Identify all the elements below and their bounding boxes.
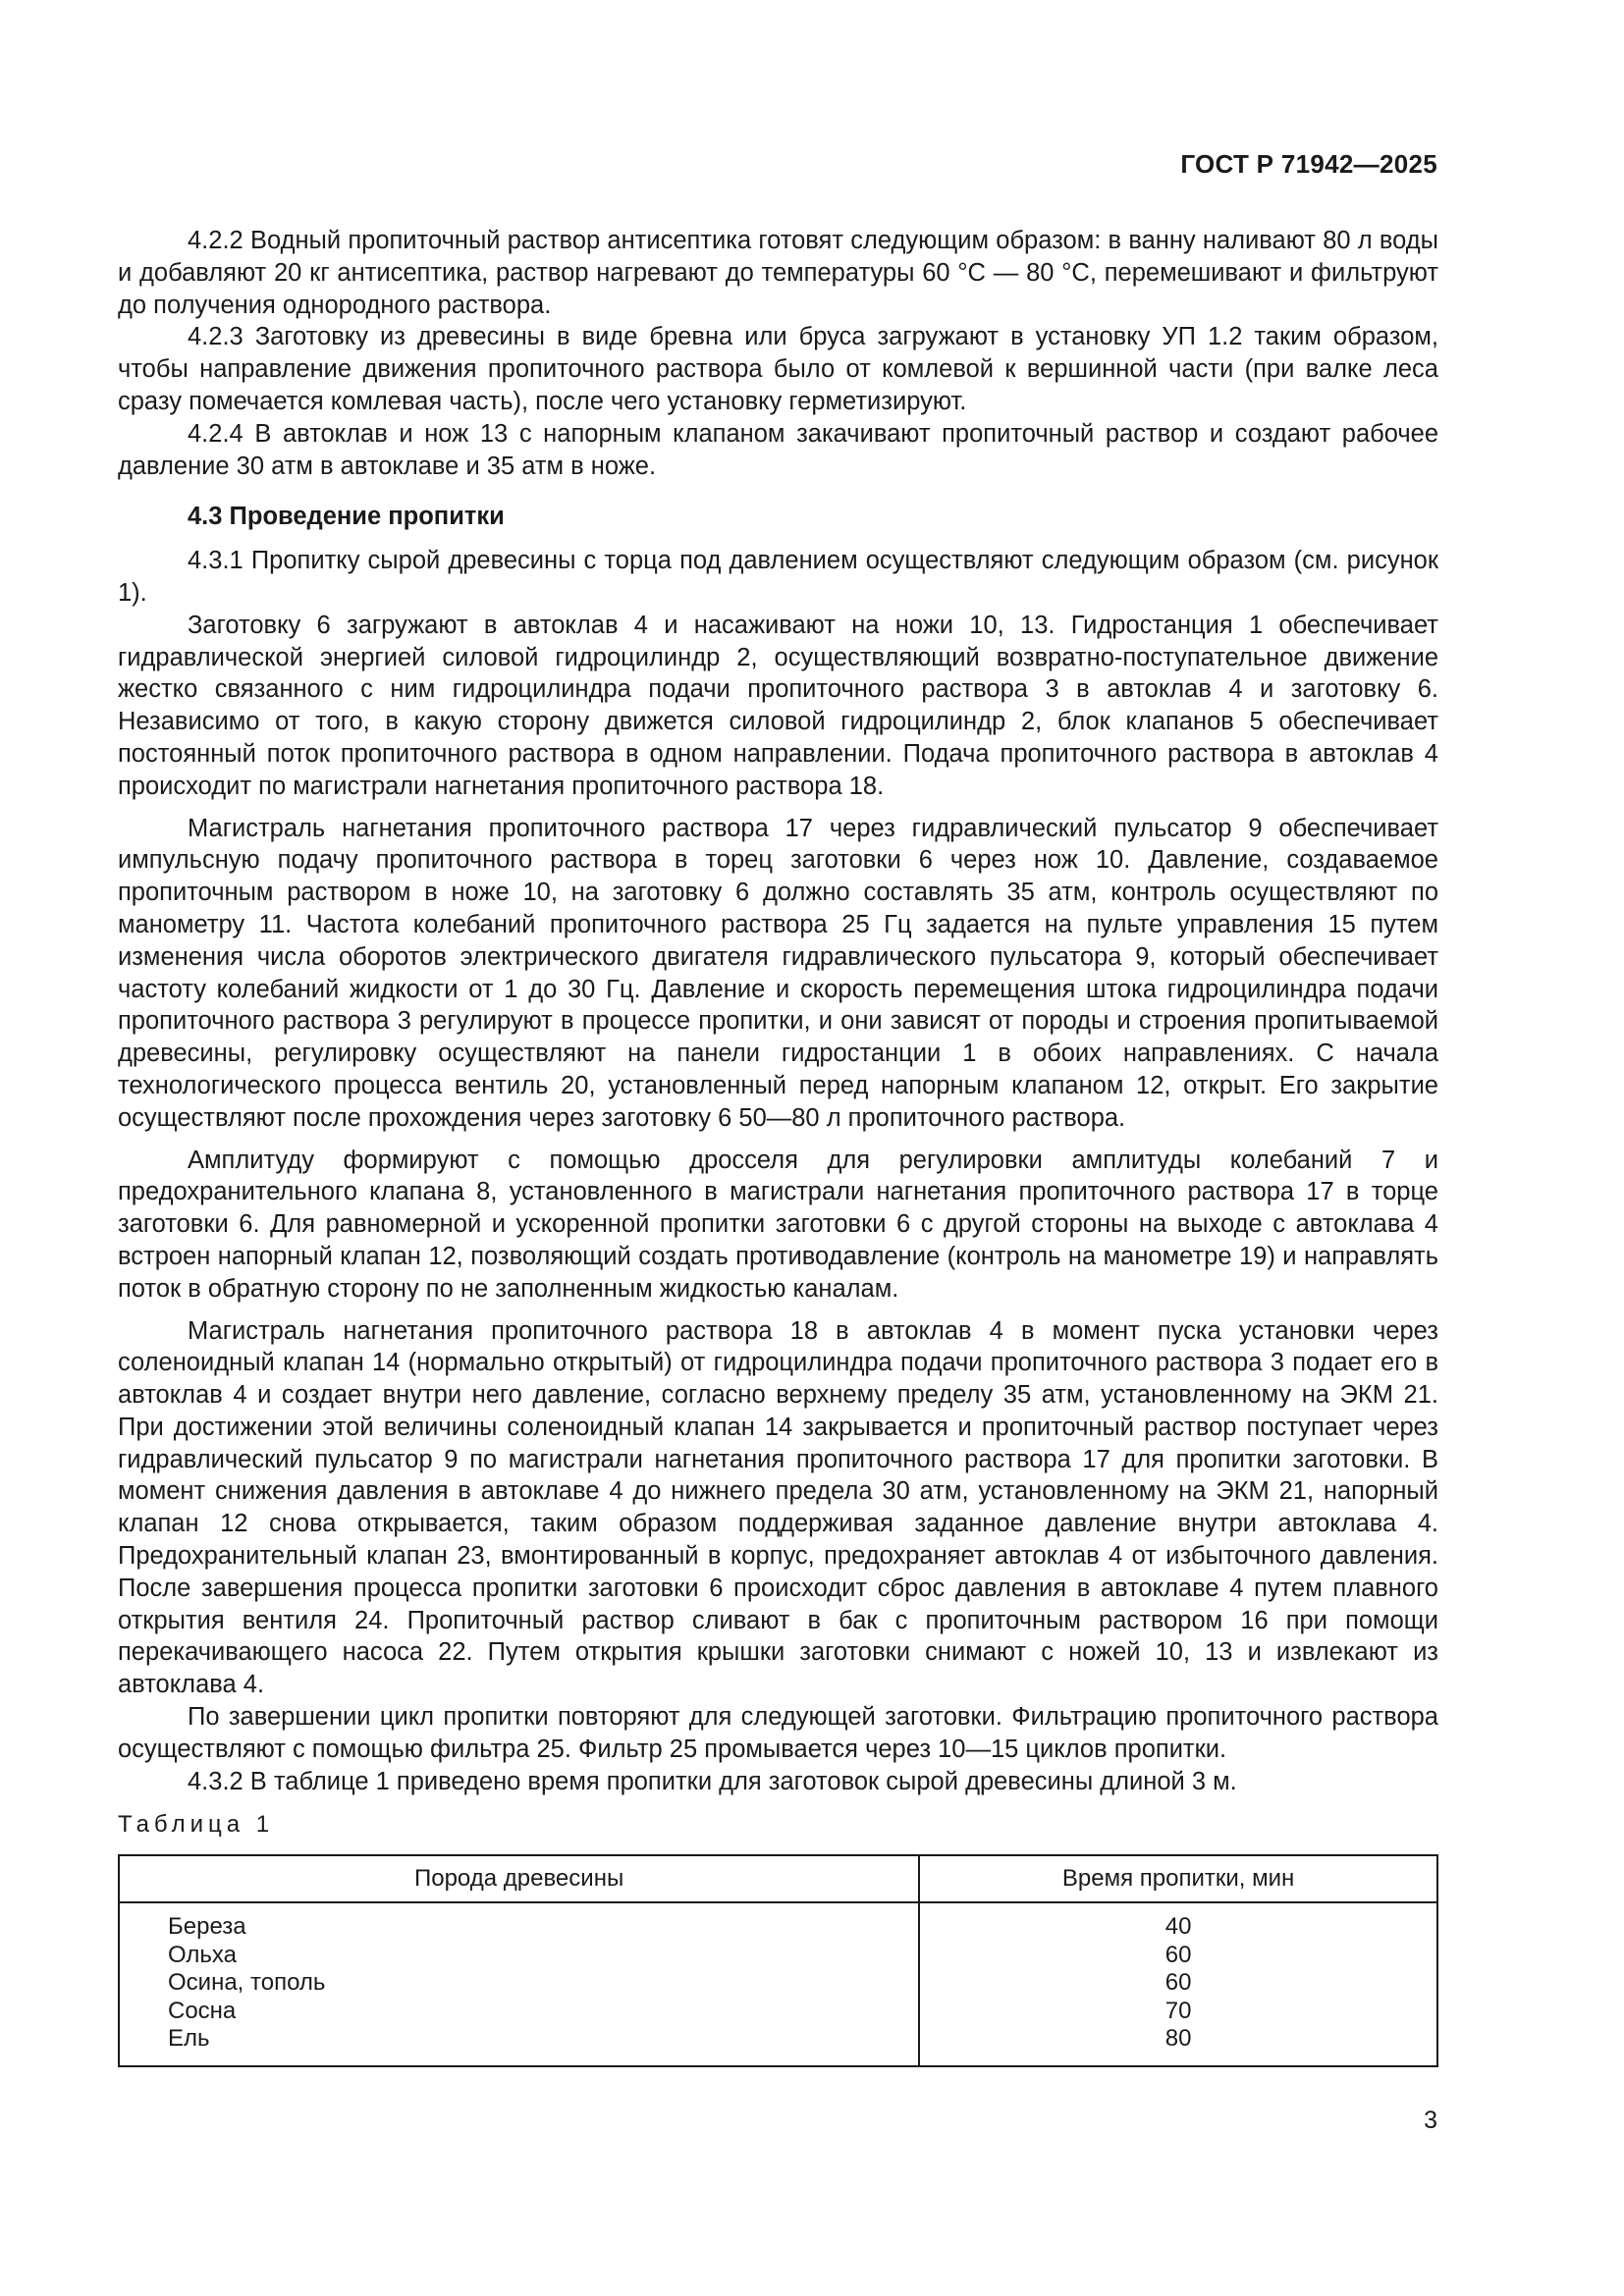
section-heading: 4.3 Проведение пропитки	[188, 503, 505, 531]
time-alder: 60	[1164, 1941, 1192, 1968]
species-spruce: Ель	[168, 2025, 210, 2053]
document-header: ГОСТ Р 71942—2025	[1180, 149, 1437, 179]
table-row	[119, 1902, 1437, 2066]
time-birch: 40	[1164, 1913, 1192, 1941]
paragraph-4-2-2: 4.2.2 Водный пропиточный раствор антисептика готовят следующим образом: в ванну наливают 80 л воды и добавляют 20 кг антисептика, раствор нагревают до температуры 60 °С — 80 °С, перемешивают и фильтруют до получения однородного раствора.	[118, 227, 1438, 319]
table-header-row	[119, 1855, 1437, 1902]
paragraph-4-2-4: 4.2.4 В автоклав и нож 13 с напорным клапаном закачивают пропиточный раствор и создают рабочее давление 30 атм в автоклаве и 35 атм в ноже.	[118, 419, 1438, 480]
species-birch: Береза	[168, 1913, 246, 1941]
time-pine: 70	[1164, 1997, 1192, 2024]
table-header-species: Порода древесины	[119, 1855, 919, 1902]
table-caption: Таблица 1	[118, 1811, 275, 1839]
impregnation-time-table	[118, 1854, 1438, 2067]
paragraph-4-3-1: 4.3.1 Пропитку сырой древесины с торца под давлением осуществляют следующим образом (см. рисунок 1).	[118, 547, 1438, 607]
time-spruce: 80	[1164, 2025, 1192, 2053]
species-aspen-poplar: Осина, тополь	[168, 1969, 326, 1997]
species-pine: Сосна	[168, 1997, 237, 2024]
paragraph-cycle: По завершении цикл пропитки повторяют для следующей заготовки. Фильтрацию пропиточного раствора осуществляют с помощью фильтра 25. Фильтр 25 промывается через 10—15 циклов пропитки.	[118, 1703, 1438, 1763]
table-header-time: Время пропитки, мин	[919, 1855, 1437, 1902]
paragraph-4-2-3: 4.2.3 Заготовку из древесины в виде бревна или бруса загружают в установку УП 1.2 таким образом, чтобы направление движения пропиточного раствора было от комлевой к вершинной части (при валке леса сразу помечается комлевая часть), после чего установку герметизируют.	[118, 323, 1438, 415]
time-aspen-poplar: 60	[1164, 1969, 1192, 1997]
page-number: 3	[1424, 2107, 1437, 2134]
paragraph-loading: Заготовку 6 загружают в автоклав 4 и насаживают на ножи 10, 13. Гидростанция 1 обеспечивает гидравлической энергией силовой гидроцилиндр 2, осуществляющий возвратно-поступательное движение жестко связанного с ним гидроцилиндра подачи пропиточного раствора 3 в автоклав 4 и заготовку 6. Независимо от того, в какую сторону движется силовой гидроцилиндр 2, блок клапанов 5 обеспечивает постоянный поток пропиточного раствора в одном направлении. Подача пропиточного раствора в автоклав 4 происходит по магистрали нагнетания пропиточного раствора 18.	[118, 611, 1438, 800]
paragraph-amplitude: Амплитуду формируют с помощью дросселя для регулировки амплитуды колебаний 7 и предохранительного клапана 8, установленного в магистрали нагнетания пропиточного раствора 17 в торце заготовки 6. Для равномерной и ускоренной пропитки заготовки 6 с другой стороны на выходе с автоклава 4 встроен напорный клапан 12, позволяющий создать противодавление (контроль на манометре 19) и направлять поток в обратную сторону по не заполненным жидкостью каналам.	[118, 1146, 1438, 1303]
table-cell-time	[919, 1902, 1437, 2066]
paragraph-pulsator: Магистраль нагнетания пропиточного раствора 17 через гидравлический пульсатор 9 обеспечивает импульсную подачу пропиточного раствора в торец заготовки 6 через нож 10. Давление, создаваемое пропиточным раствором в ноже 10, на заготовку 6 должно составлять 35 атм, контроль осуществляют по манометру 11. Частота колебаний пропиточного раствора 25 Гц задается на пульте управления 15 путем изменения числа оборотов электрического двигателя гидравлического пульсатора 9, который обеспечивает частоту колебаний жидкости от 1 до 30 Гц. Давление и скорость перемещения штока гидроцилиндра подачи пропиточного раствора 3 регулируют в процессе пропитки, и они зависят от породы и строения пропитываемой древесины, регулировку осуществляют на панели гидростанции 1 в обоих направлениях. С начала технологического процесса вентиль 20, установленный перед напорным клапаном 12, открыт. Его закрытие осуществляют после прохождения через заготовку 6 50—80 л пропиточного раствора.	[118, 814, 1438, 1132]
paragraph-pressure-line: Магистраль нагнетания пропиточного раствора 18 в автоклав 4 в момент пуска установки через соленоидный клапан 14 (нормально открытый) от гидроцилиндра подачи пропиточного раствора 3 подает его в автоклав 4 и создает внутри него давление, согласно верхнему пределу 35 атм, установленному на ЭКМ 21. При достижении этой величины соленоидный клапан 14 закрывается и пропиточный раствор поступает через гидравлический пульсатор 9 по магистрали нагнетания пропиточного раствора 17 для пропитки заготовки. В момент снижения давления в автоклаве 4 до нижнего предела 30 атм, установленному на ЭКМ 21, напорный клапан 12 снова открывается, таким образом поддерживая заданное давление внутри автоклава 4. Предохранительный клапан 23, вмонтированный в корпус, предохраняет автоклав 4 от избыточного давления. После завершения процесса пропитки заготовки 6 происходит сброс давления в автоклаве 4 путем плавного открытия вентиля 24. Пропиточный раствор сливают в бак с пропиточным раствором 16 при помощи перекачивающего насоса 22. Путем открытия крышки заготовки снимают с ножей 10, 13 и извлекают из автоклава 4.	[118, 1316, 1438, 1699]
table-cell-species	[119, 1902, 919, 2066]
species-alder: Ольха	[168, 1941, 237, 1968]
paragraph-4-3-2: 4.3.2 В таблице 1 приведено время пропитки для заготовок сырой древесины длиной 3 м.	[188, 1767, 1237, 1795]
document-body	[118, 225, 1438, 2067]
